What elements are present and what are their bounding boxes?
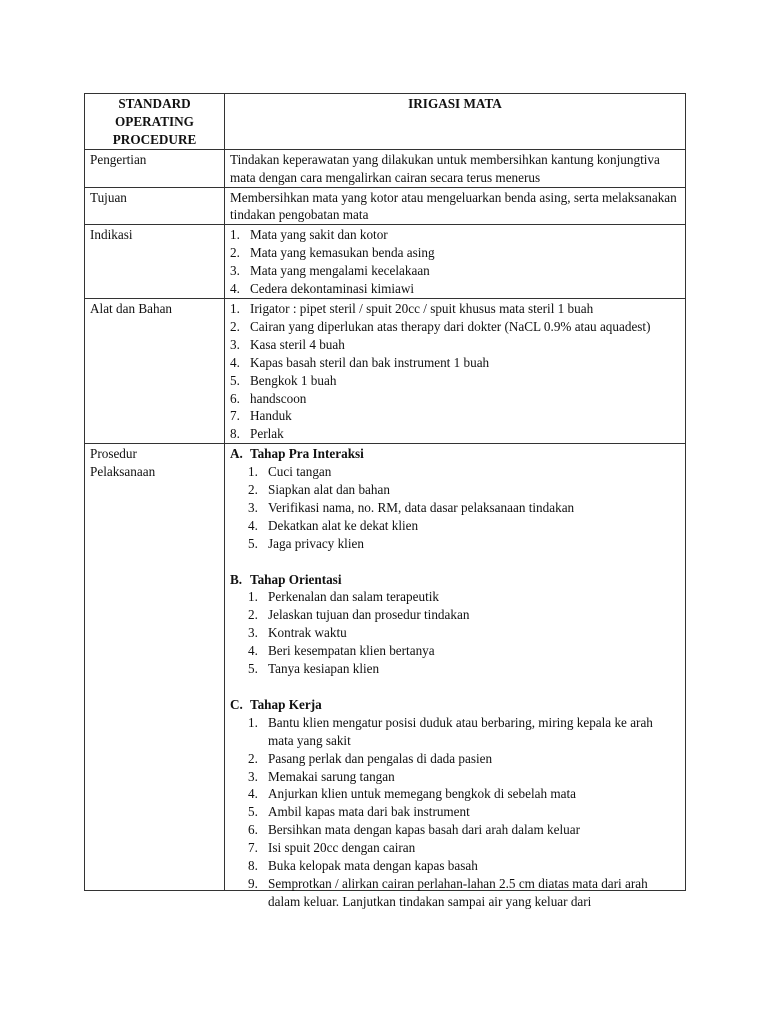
step-number: 3. bbox=[248, 499, 258, 515]
section-title bbox=[230, 445, 680, 463]
list-number: 2. bbox=[230, 318, 240, 334]
row-content bbox=[225, 444, 686, 909]
step-text: Bantu klien mengatur posisi duduk atau berbaring, miring kepala ke arah mata yang sakit bbox=[268, 714, 653, 748]
list-text: handscoon bbox=[250, 390, 307, 406]
row-alat-bahan bbox=[85, 298, 686, 443]
step-number: 4. bbox=[248, 643, 258, 659]
step-text: Tanya kesiapan klien bbox=[268, 661, 380, 677]
step-item bbox=[230, 803, 680, 821]
section-steps bbox=[230, 463, 680, 553]
list-item bbox=[230, 425, 680, 443]
row-content: Membersihkan mata yang kotor atau mengeluarkan benda asing, serta melaksanakan tindakan pengobatan mata bbox=[225, 187, 686, 225]
list-number: 5. bbox=[230, 372, 240, 388]
list-number: 4. bbox=[230, 281, 240, 297]
step-text: Memakai sarung tangan bbox=[268, 768, 395, 784]
row-tujuan bbox=[85, 187, 686, 225]
step-number: 1. bbox=[248, 464, 258, 480]
list-text: Perlak bbox=[250, 426, 284, 442]
list-number: 2. bbox=[230, 245, 240, 261]
list-text: Kasa steril 4 buah bbox=[250, 336, 345, 352]
section-letter: C. bbox=[230, 696, 243, 712]
row-label: Indikasi bbox=[85, 225, 225, 299]
step-text: Ambil kapas mata dari bak instrument bbox=[268, 804, 470, 820]
section-steps bbox=[230, 588, 680, 678]
row-label: Alat dan Bahan bbox=[85, 298, 225, 443]
list-item bbox=[230, 262, 680, 280]
list-text: Mata yang sakit dan kotor bbox=[250, 227, 388, 243]
step-text: Beri kesempatan klien bertanya bbox=[268, 643, 435, 659]
list-number: 8. bbox=[230, 426, 240, 442]
step-item bbox=[230, 642, 680, 660]
step-number: 3. bbox=[248, 625, 258, 641]
row-content bbox=[225, 298, 686, 443]
step-text: Cuci tangan bbox=[268, 464, 332, 480]
row-content: Tindakan keperawatan yang dilakukan untuk membersihkan kantung konjungtiva mata dengan cara mengalirkan cairan secara terus menerus bbox=[225, 149, 686, 187]
step-item bbox=[230, 750, 680, 768]
list-item bbox=[230, 354, 680, 372]
list-number: 4. bbox=[230, 354, 240, 370]
sop-heading bbox=[85, 94, 225, 150]
section-letter: A. bbox=[230, 446, 243, 462]
step-item bbox=[230, 875, 680, 911]
list-text: Mata yang kemasukan benda asing bbox=[250, 245, 435, 261]
list-text: Mata yang mengalami kecelakaan bbox=[250, 263, 430, 279]
step-number: 7. bbox=[248, 840, 258, 856]
step-item bbox=[230, 839, 680, 857]
step-item bbox=[230, 535, 680, 553]
step-text: Dekatkan alat ke dekat klien bbox=[268, 517, 419, 533]
step-item bbox=[230, 785, 680, 803]
section-title-text: Tahap Pra Interaksi bbox=[250, 446, 364, 462]
section-steps bbox=[230, 714, 680, 911]
row-content bbox=[225, 225, 686, 299]
step-text: Pasang perlak dan pengalas di dada pasien bbox=[268, 750, 493, 766]
step-text: Kontrak waktu bbox=[268, 625, 347, 641]
section-title bbox=[230, 696, 680, 714]
list-number: 6. bbox=[230, 390, 240, 406]
list-item bbox=[230, 226, 680, 244]
list-item bbox=[230, 336, 680, 354]
step-item bbox=[230, 481, 680, 499]
header-row bbox=[85, 94, 686, 150]
section-title bbox=[230, 571, 680, 589]
step-number: 2. bbox=[248, 750, 258, 766]
row-label: Tujuan bbox=[85, 187, 225, 225]
step-item bbox=[230, 768, 680, 786]
step-text: Verifikasi nama, no. RM, data dasar pelaksanaan tindakan bbox=[268, 499, 575, 515]
step-number: 2. bbox=[248, 607, 258, 623]
list-item bbox=[230, 318, 680, 336]
list-item bbox=[230, 407, 680, 425]
section-letter: B. bbox=[230, 571, 243, 587]
step-text: Semprotkan / alirkan cairan perlahan-lahan 2.5 cm diatas mata dari arah dalam keluar. Lanjutkan tindakan sampai air yang keluar dari bbox=[268, 875, 648, 909]
list-number: 3. bbox=[230, 336, 240, 352]
list-item bbox=[230, 280, 680, 298]
step-text: Jelaskan tujuan dan prosedur tindakan bbox=[268, 607, 470, 623]
step-number: 1. bbox=[248, 589, 258, 605]
step-item bbox=[230, 588, 680, 606]
step-item bbox=[230, 660, 680, 678]
row-indikasi bbox=[85, 225, 686, 299]
list-number: 7. bbox=[230, 408, 240, 424]
step-number: 5. bbox=[248, 804, 258, 820]
list-number: 1. bbox=[230, 227, 240, 243]
indikasi-list bbox=[230, 226, 680, 298]
list-text: Cedera dekontaminasi kimiawi bbox=[250, 281, 415, 297]
section-title-text: Tahap Orientasi bbox=[250, 571, 342, 587]
row-label bbox=[85, 444, 225, 891]
alat-list bbox=[230, 300, 680, 443]
step-text: Siapkan alat dan bahan bbox=[268, 482, 390, 498]
step-text: Perkenalan dan salam terapeutik bbox=[268, 589, 439, 605]
list-text: Irigator : pipet steril / spuit 20cc / spuit khusus mata steril 1 buah bbox=[250, 300, 594, 316]
section-title-text: Tahap Kerja bbox=[250, 696, 322, 712]
list-item bbox=[230, 300, 680, 318]
step-number: 2. bbox=[248, 482, 258, 498]
section-gap bbox=[230, 553, 680, 571]
step-item bbox=[230, 463, 680, 481]
step-text: Bersihkan mata dengan kapas basah dari arah dalam keluar bbox=[268, 822, 580, 838]
sop-table bbox=[84, 93, 686, 909]
row-prosedur bbox=[85, 444, 686, 891]
list-text: Bengkok 1 buah bbox=[250, 372, 337, 388]
step-item bbox=[230, 517, 680, 535]
list-text: Cairan yang diperlukan atas therapy dari dokter (NaCL 0.9% atau aquadest) bbox=[250, 318, 651, 334]
step-text: Isi spuit 20cc dengan cairan bbox=[268, 840, 416, 856]
procedure-sections bbox=[230, 445, 680, 909]
step-text: Jaga privacy klien bbox=[268, 535, 364, 551]
step-number: 8. bbox=[248, 858, 258, 874]
step-number: 5. bbox=[248, 661, 258, 677]
step-text: Anjurkan klien untuk memegang bengkok di sebelah mata bbox=[268, 786, 576, 802]
step-item bbox=[230, 624, 680, 642]
list-item bbox=[230, 244, 680, 262]
sop-heading-line: PROCEDURE bbox=[112, 131, 197, 147]
step-item bbox=[230, 821, 680, 839]
list-number: 1. bbox=[230, 300, 240, 316]
list-text: Handuk bbox=[250, 408, 292, 424]
list-item bbox=[230, 390, 680, 408]
step-number: 3. bbox=[248, 768, 258, 784]
step-item bbox=[230, 606, 680, 624]
step-number: 9. bbox=[248, 875, 258, 891]
row-label-line: Pelaksanaan bbox=[90, 464, 156, 480]
sop-heading-line: OPERATING bbox=[115, 113, 194, 129]
step-number: 4. bbox=[248, 786, 258, 802]
list-item bbox=[230, 372, 680, 390]
list-text: Kapas basah steril dan bak instrument 1 buah bbox=[250, 354, 490, 370]
step-number: 4. bbox=[248, 517, 258, 533]
sop-heading-line: STANDARD bbox=[118, 96, 191, 111]
row-label-line: Prosedur bbox=[90, 446, 137, 462]
document-title: IRIGASI MATA bbox=[225, 94, 686, 150]
row-pengertian bbox=[85, 149, 686, 187]
step-item bbox=[230, 857, 680, 875]
step-item bbox=[230, 499, 680, 517]
row-label: Pengertian bbox=[85, 149, 225, 187]
step-number: 1. bbox=[248, 714, 258, 730]
step-number: 5. bbox=[248, 535, 258, 551]
section-gap bbox=[230, 678, 680, 696]
list-number: 3. bbox=[230, 263, 240, 279]
step-item bbox=[230, 714, 680, 750]
step-number: 6. bbox=[248, 822, 258, 838]
step-text: Buka kelopak mata dengan kapas basah bbox=[268, 858, 478, 874]
